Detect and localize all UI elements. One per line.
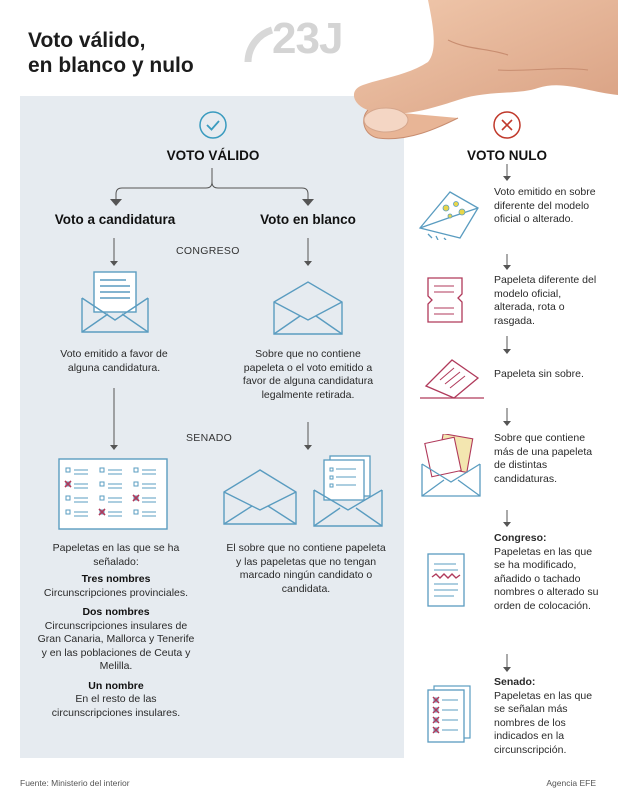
envelope-multiple-ballots-icon (420, 434, 482, 498)
tres-nombres-text: Circunscripciones provinciales. (43, 586, 189, 599)
senate-ballot-icon (58, 458, 168, 530)
nulo-item-2-text: Papeleta diferente del modelo oficial, alterada, rota o rasgada. (494, 274, 597, 327)
congreso-label: CONGRESO (176, 245, 240, 257)
modified-ballot-icon (426, 552, 466, 608)
nulo-senado-title: Senado: (494, 676, 536, 688)
envelope-with-ballots-icon (312, 454, 384, 528)
un-nombre-text: En el resto de las circunscripciones insulares. (51, 693, 181, 719)
nulo-congreso-title: Congreso: (494, 532, 547, 544)
torn-ballot-icon (424, 276, 466, 324)
ballot-no-envelope-icon (418, 356, 486, 400)
un-nombre-title: Un nombre (88, 679, 144, 692)
blanco-senado-text: El sobre que no contiene papeleta y las papeletas que no tengan marcado ningún candidato o candidata. (226, 542, 386, 595)
candidatura-heading: Voto a candidatura (54, 212, 176, 227)
title-line-1: Voto válido, (28, 29, 146, 52)
agency-footer: Agencia EFE (546, 778, 596, 788)
tres-nombres-title: Tres nombres (81, 573, 151, 585)
nulo-item-6-text: Papeletas en las que se señalan más nombres de los indicados en la circunscripción. (494, 689, 593, 756)
title-line-2: en blanco y nulo (28, 54, 194, 77)
valid-vote-heading: VOTO VÁLIDO (166, 148, 260, 163)
blanco-heading: Voto en blanco (260, 212, 356, 227)
null-vote-heading: VOTO NULO (466, 148, 547, 163)
senado-intro-text: Papeletas en las que se ha señalado: (52, 542, 180, 568)
senado-label: SENADO (186, 432, 233, 444)
nulo-item-1-text: Voto emitido en sobre diferente del modelo oficial o alterado. (494, 186, 596, 225)
dos-nombres-text: Circunscripciones insulares de Gran Canaria, Mallorca y Tenerife y en las poblaciones de Ceuta y Melilla. (37, 619, 195, 672)
open-envelope-icon (272, 280, 344, 336)
open-envelope-icon (222, 468, 298, 526)
check-circle-icon (198, 110, 228, 140)
election-badge: 23J (272, 14, 343, 63)
x-circle-icon (492, 110, 522, 140)
nulo-item-3-text: Papeleta sin sobre. (494, 368, 584, 380)
torn-envelope-icon (416, 188, 482, 240)
nulo-item-4-text: Sobre que contiene más de una papeleta de distintas candidaturas. (494, 432, 593, 485)
nulo-item-5-text: Papeletas en las que se ha modificado, añadido o tachado nombres o alterado su orden de colocación. (494, 545, 599, 612)
page-title (28, 28, 194, 78)
blanco-congreso-text: Sobre que no contiene papeleta o el voto emitido a favor de alguna candidatura legalmente retirada. (242, 348, 374, 401)
dos-nombres-title: Dos nombres (82, 606, 150, 618)
source-footer: Fuente: Ministerio del interior (20, 778, 130, 788)
over-marked-ballot-icon (424, 684, 472, 744)
envelope-with-ballot-icon (80, 270, 150, 334)
candidatura-congreso-text: Voto emitido a favor de alguna candidatura. (60, 348, 168, 374)
